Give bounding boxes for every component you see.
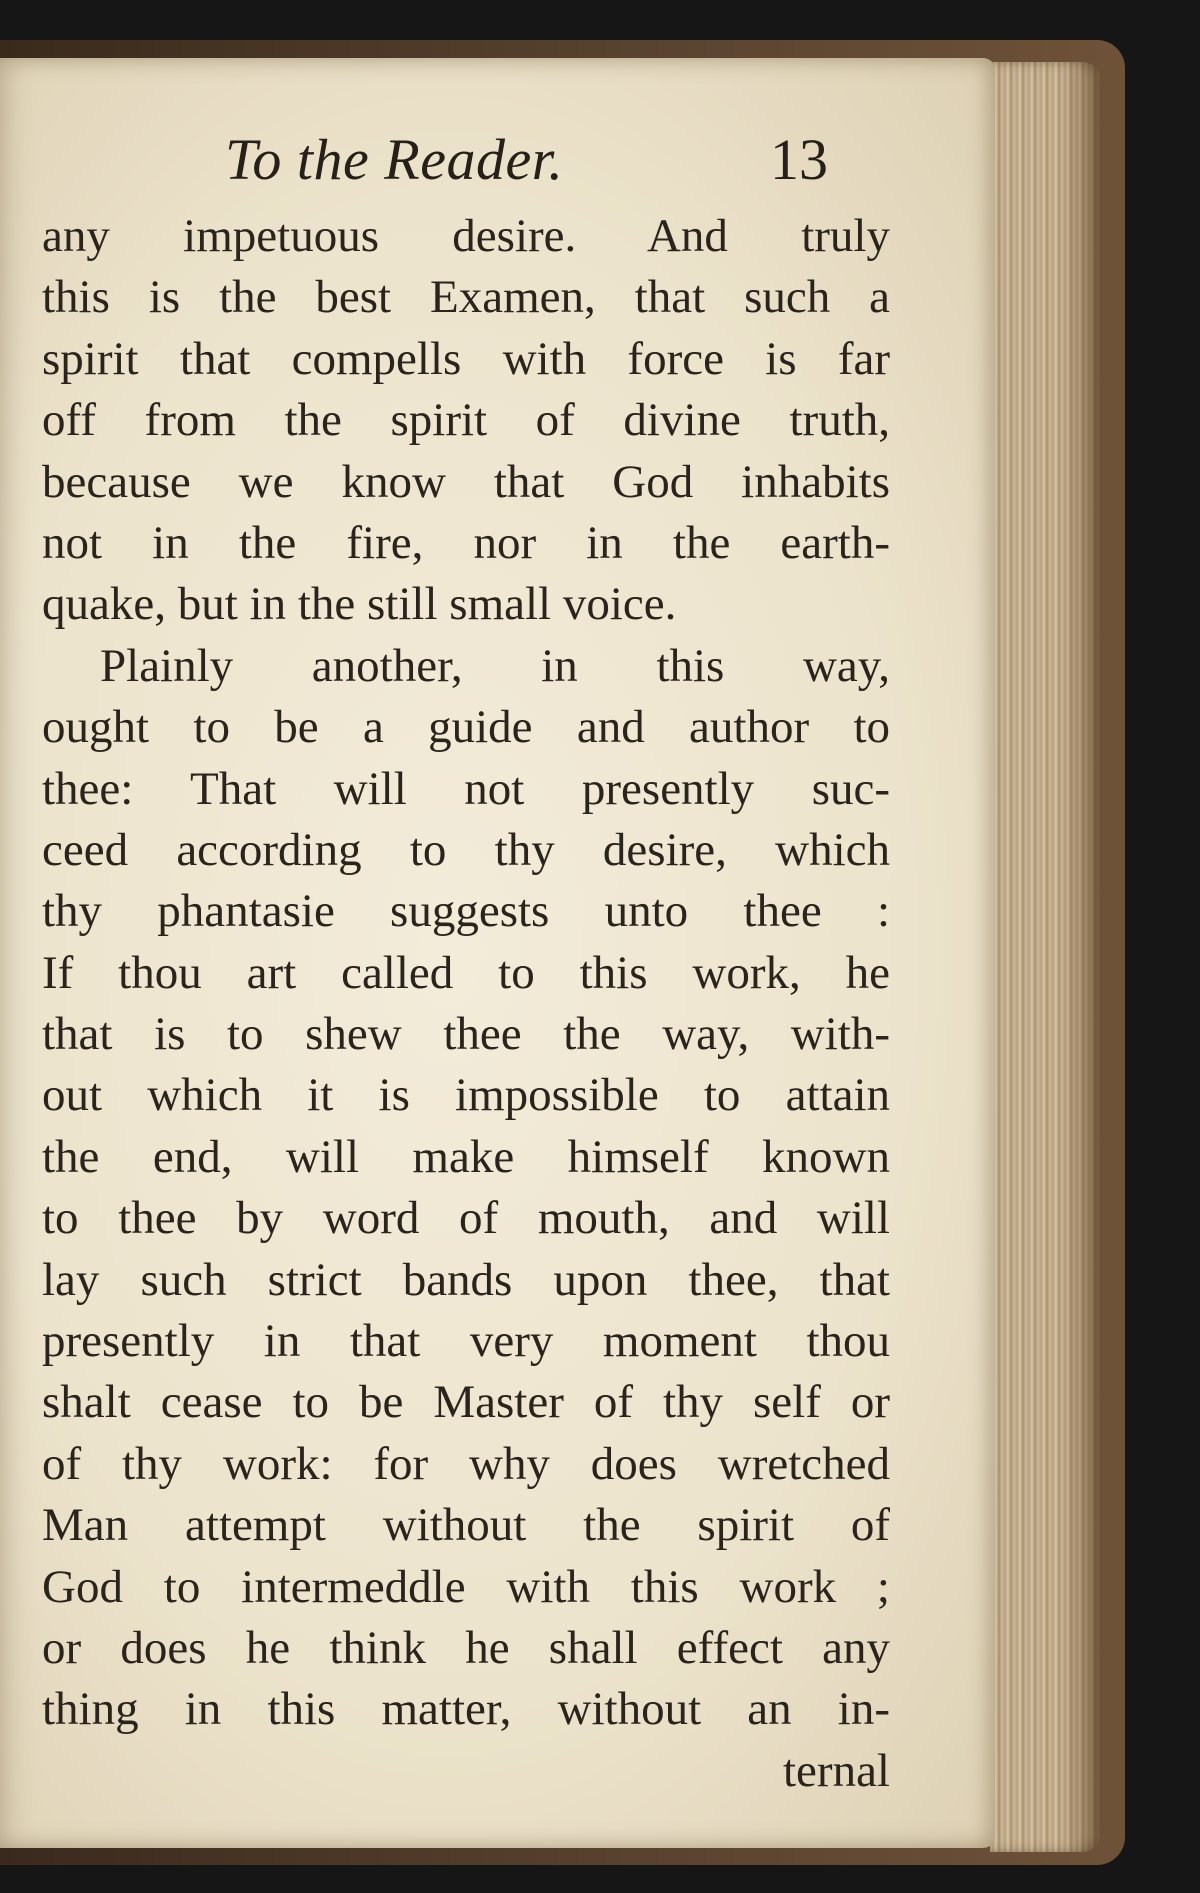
text-line: to thee by word of mouth, and will bbox=[42, 1192, 890, 1245]
catchword: ternal bbox=[783, 1744, 890, 1797]
text-line: Man attempt without the spirit of bbox=[42, 1499, 890, 1552]
text-line: lay such strict bands upon thee, that bbox=[42, 1253, 890, 1306]
text-line: out which it is impossible to attain bbox=[42, 1069, 890, 1122]
text-line: shalt cease to be Master of thy self or bbox=[42, 1376, 890, 1429]
text-line: If thou art called to this work, he bbox=[42, 946, 890, 999]
text-line: spirit that compells with force is far bbox=[42, 332, 890, 385]
text-line: thing in this matter, without an in- bbox=[42, 1683, 890, 1736]
text-line: off from the spirit of divine truth, bbox=[42, 394, 890, 447]
running-head-title: To the Reader. bbox=[225, 127, 564, 192]
text-line: this is the best Examen, that such a bbox=[42, 271, 890, 324]
body-text bbox=[42, 206, 890, 1802]
text-line: quake, but in the still small voice. bbox=[42, 578, 677, 631]
text-line: because we know that God inhabits bbox=[42, 455, 890, 508]
text-line: the end, will make himself known bbox=[42, 1130, 890, 1183]
page-fore-edge bbox=[990, 62, 1100, 1852]
book-page bbox=[0, 58, 995, 1848]
text-line: thy phantasie suggests unto thee : bbox=[42, 885, 890, 938]
page-number: 13 bbox=[770, 127, 828, 192]
text-line: of thy work: for why does wretched bbox=[42, 1437, 890, 1490]
text-line: ceed according to thy desire, which bbox=[42, 823, 890, 876]
text-line: not in the fire, nor in the earth- bbox=[42, 516, 890, 569]
text-line: God to intermeddle with this work ; bbox=[42, 1560, 890, 1613]
text-line: Plainly another, in this way, bbox=[100, 639, 890, 692]
text-line: thee: That will not presently suc- bbox=[42, 762, 890, 815]
text-line: or does he think he shall effect any bbox=[42, 1621, 890, 1674]
text-line: any impetuous desire. And truly bbox=[42, 210, 890, 262]
text-line: that is to shew thee the way, with- bbox=[42, 1008, 890, 1061]
catchword-line bbox=[42, 1741, 890, 1802]
running-head bbox=[0, 120, 880, 200]
text-line: presently in that very moment thou bbox=[42, 1315, 890, 1368]
text-line: ought to be a guide and author to bbox=[42, 701, 890, 754]
